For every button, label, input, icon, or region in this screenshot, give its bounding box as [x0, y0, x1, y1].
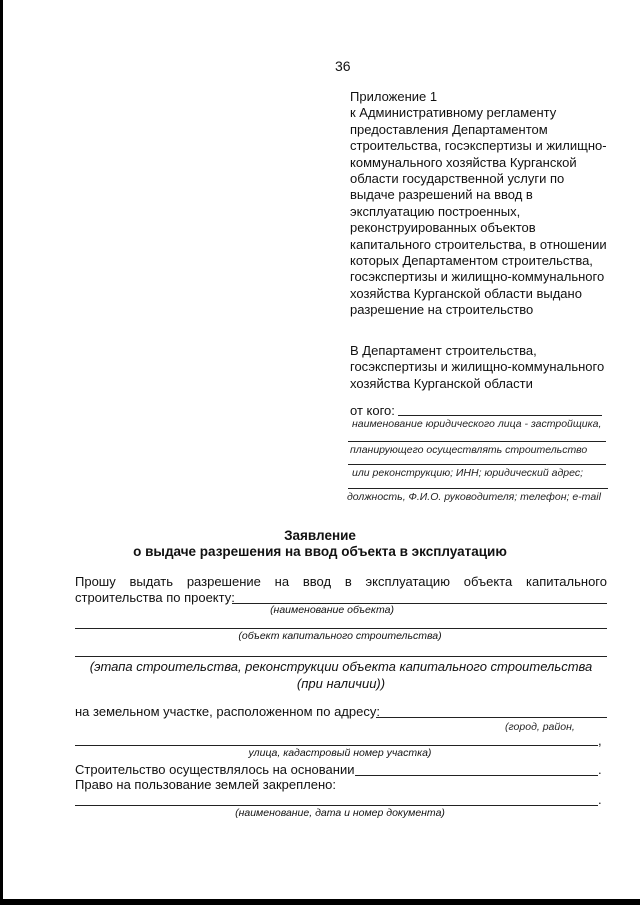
appendix-line: предоставления Департаментом [350, 121, 548, 137]
basis-field-end: . [598, 762, 602, 777]
address-field-line[interactable] [75, 745, 598, 746]
from-label: от кого: [350, 403, 395, 418]
from-note: или реконструкцию; ИНН; юридический адрес; [352, 467, 583, 479]
capital-object-note: (объект капитального строительства) [238, 630, 442, 642]
request-text: Прошу выдать разрешение на ввод в эксплуатацию объекта капитального [75, 574, 607, 589]
appendix-line: разрешение на строительство [350, 302, 534, 318]
recipient-line: В Департамент строительства, [350, 343, 537, 358]
basis-label: Строительство осуществлялось на основании [75, 762, 355, 777]
address-field-end: , [598, 733, 602, 748]
land-right-field-end: . [598, 792, 602, 807]
appendix-line: эксплуатацию построенных, [350, 203, 521, 219]
appendix-line: к Административному регламенту [350, 105, 557, 121]
request-text-continued: строительства по проекту: [75, 590, 235, 605]
stage-note: (этапа строительства, реконструкции объекта капитального строительства (при наличии)) [89, 659, 593, 691]
from-note: планирующего осуществлять строительство [350, 444, 588, 456]
from-field-line[interactable] [348, 488, 608, 489]
appendix-line: коммунального хозяйства Курганской [350, 154, 577, 170]
appendix-line: хозяйства Курганской области выдано [350, 285, 582, 301]
from-field-line[interactable] [398, 415, 602, 416]
recipient-block [350, 343, 630, 392]
from-note: наименование юридического лица - застройщика, [352, 418, 602, 430]
city-district-note: (город, район, [505, 721, 575, 733]
appendix-line: строительства, госэкспертизы и жилищно- [350, 138, 607, 154]
document-note: (наименование, дата и номер документа) [235, 807, 445, 819]
appendix-line: реконструированных объектов [350, 220, 536, 236]
appendix-header [350, 89, 630, 319]
appendix-line: капитального строительства, в отношении [350, 236, 607, 252]
appendix-line: госэкспертизы и жилищно-коммунального [350, 269, 605, 285]
address-field-line[interactable] [376, 717, 607, 718]
appendix-line: которых Департаментом строительства, [350, 253, 593, 269]
statement-subtitle: о выдаче разрешения на ввод объекта в эксплуатацию [133, 544, 507, 559]
recipient-line: хозяйства Курганской области [350, 375, 533, 391]
appendix-line: области государственной услуги по [350, 171, 565, 187]
from-note: должность, Ф.И.О. руководителя; телефон; e-mail [347, 491, 601, 503]
statement-title: Заявление [284, 528, 356, 543]
from-field-line[interactable] [348, 464, 606, 465]
street-note: улица, кадастровый номер участка) [248, 747, 432, 759]
land-right-label: Право на пользование землей закреплено: [75, 777, 336, 792]
land-right-field-line[interactable] [75, 805, 598, 806]
object-field-line[interactable] [75, 628, 607, 629]
appendix-line: Приложение 1 [350, 89, 438, 104]
page-number: 36 [335, 58, 351, 74]
land-address-label: на земельном участке, расположенном по адресу: [75, 704, 380, 719]
appendix-line: выдаче разрешений на ввод в [350, 187, 533, 203]
basis-field-line[interactable] [355, 775, 598, 776]
scan-edge-bottom [0, 899, 640, 905]
recipient-line: госэкспертизы и жилищно-коммунального [350, 359, 605, 375]
from-field-line[interactable] [348, 441, 606, 442]
object-name-note: (наименование объекта) [270, 604, 394, 616]
scan-edge-left [0, 0, 3, 905]
stage-field-line[interactable] [75, 656, 607, 657]
